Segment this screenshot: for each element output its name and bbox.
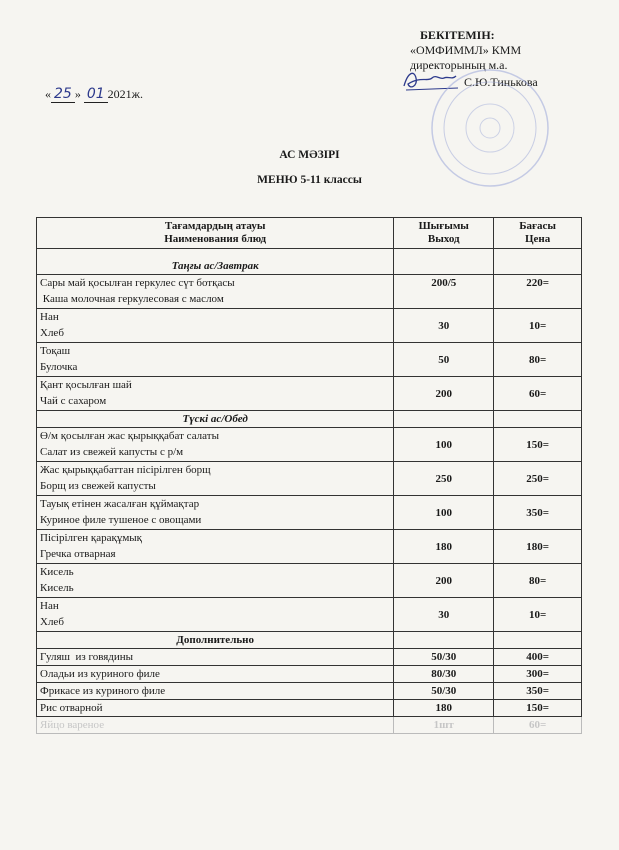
- table-row: Пісірілген қарақұмық Гречка отварная 180 180=: [37, 530, 582, 564]
- approval-org: «ОМФИММЛ» КММ: [410, 43, 522, 57]
- table-row: Нан Хлеб 30 10=: [37, 309, 582, 343]
- section-row-extra: [37, 632, 582, 649]
- approval-title: БЕКІТЕМІН:: [420, 28, 495, 42]
- header-name: Тағамдардың атауы Наименования блюд: [37, 218, 394, 249]
- table-row: Оладьи из куриного филе 80/30 300=: [37, 666, 582, 683]
- table-row: Фрикасе из куриного филе 50/30 350=: [37, 683, 582, 700]
- date-year: 2021ж.: [107, 87, 143, 101]
- approval-position: директорының м.а.: [410, 58, 508, 72]
- menu-title-kz: АС МӘЗІРІ: [279, 149, 340, 161]
- menu-title-ru: МЕНЮ 5-11 классы: [257, 174, 362, 186]
- table-header-row: [37, 218, 582, 249]
- approval-name: С.Ю.Тинькова: [464, 75, 538, 89]
- document-date: [45, 86, 143, 103]
- header-yield: Шығымы Выход: [394, 218, 494, 249]
- table-row: Нан Хлеб 30 10=: [37, 598, 582, 632]
- section-row-breakfast: [37, 249, 582, 275]
- table-row: Сары май қосылған геркулес сүт ботқасы Каша молочная геркулесовая с маслом 200/5 220=: [37, 275, 582, 309]
- date-month: 01: [86, 86, 105, 102]
- table-row: Рис отварной 180 150=: [37, 700, 582, 717]
- section-lunch: Түскі ас/Обед: [37, 411, 394, 428]
- table-row: Қант қосылған шай Чай с сахаром 200 60=: [37, 377, 582, 411]
- date-quote-open: «: [45, 87, 51, 101]
- table-row: Жас қырыққабаттан пісірілген борщ Борщ из свежей капусты 250 250=: [37, 462, 582, 496]
- section-breakfast: Таңғы ас/Завтрак: [37, 249, 394, 275]
- date-quote-close: »: [74, 87, 81, 101]
- table-row: Тоқаш Булочка 50 80=: [37, 343, 582, 377]
- date-day: 25: [54, 86, 72, 102]
- menu-table: [36, 217, 582, 734]
- section-row-lunch: [37, 411, 582, 428]
- table-row: Гуляш из говядины 50/30 400=: [37, 649, 582, 666]
- table-row: Тауық етінен жасалған құймақтар Куриное филе тушеное с овощами 100 350=: [37, 496, 582, 530]
- header-price: Бағасы Цена: [494, 218, 582, 249]
- section-extra: Дополнительно: [37, 632, 394, 649]
- table-row: Кисель Кисель 200 80=: [37, 564, 582, 598]
- table-row: Ө/м қосылған жас қырыққабат салаты Салат из свежей капусты с р/м 100 150=: [37, 428, 582, 462]
- table-row-faded: Яйцо вареное 1шт 60=: [37, 717, 582, 734]
- seal-icon: [428, 66, 552, 190]
